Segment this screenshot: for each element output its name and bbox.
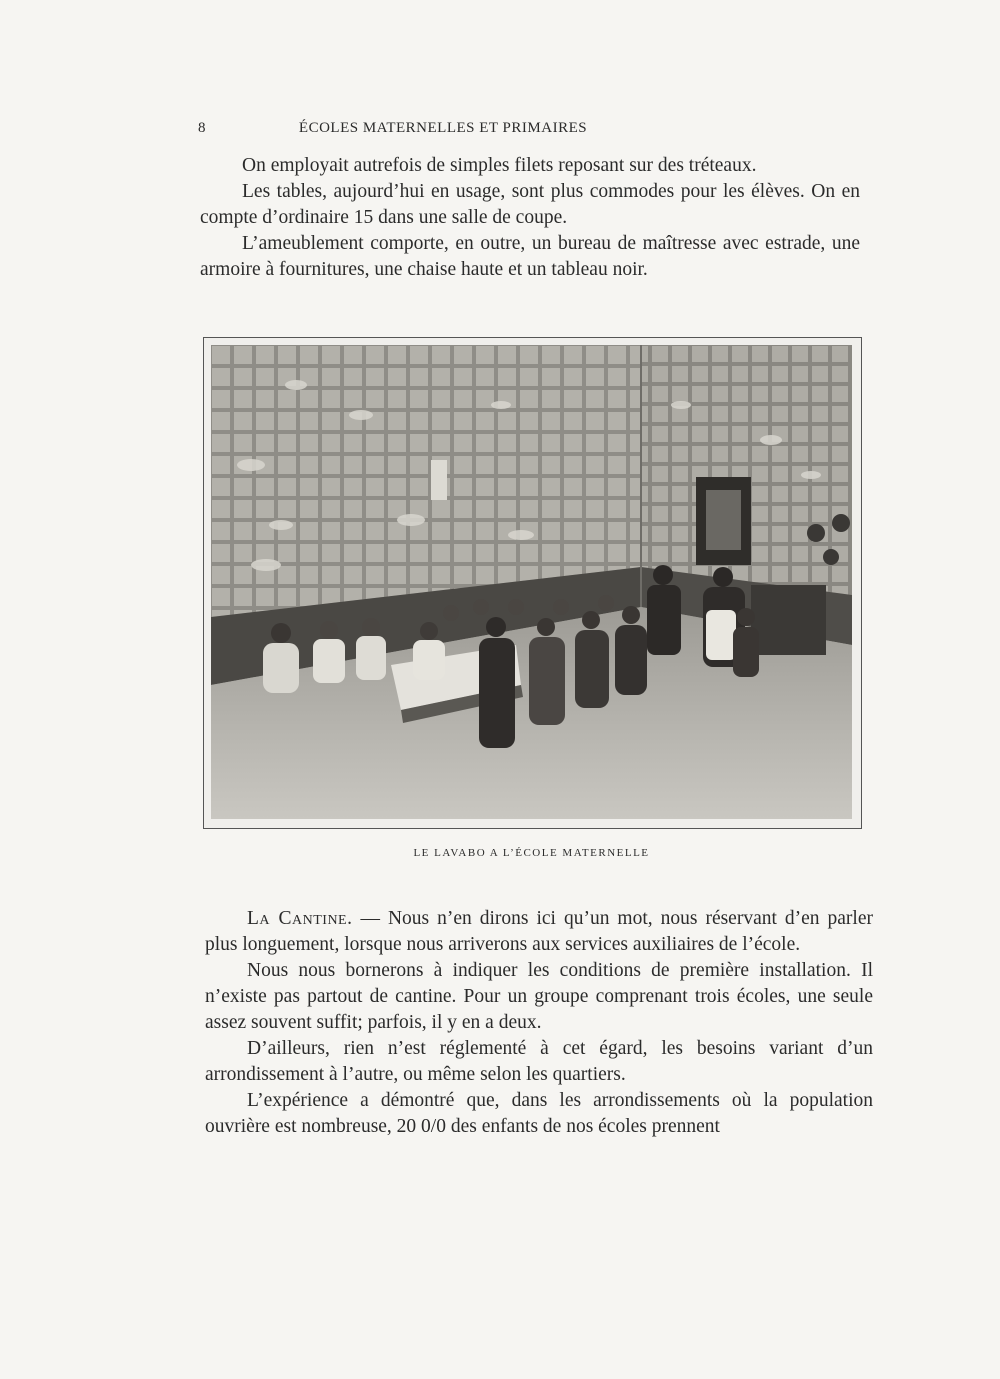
- paragraph: L’ameublement comporte, en outre, un bureau de maîtresse avec estrade, une armoire à fournitures, une chaise haute et un tableau noir.: [200, 233, 860, 280]
- page-number: 8: [198, 120, 206, 136]
- lower-text-block: [205, 906, 873, 1140]
- section-heading: La Cantine.: [247, 908, 353, 929]
- photograph-classroom-children: [211, 345, 852, 819]
- figure-frame: [203, 337, 862, 829]
- paragraph: [205, 906, 873, 958]
- upper-text-block: [200, 153, 860, 283]
- paragraph: L’expérience a démontré que, dans les arrondissements où la population ouvrière est nombreuse, 20 0/0 des enfants de nos écoles prennent: [205, 1090, 873, 1137]
- paragraph: On employait autrefois de simples filets reposant sur des tréteaux.: [242, 155, 757, 176]
- running-title: ÉCOLES MATERNELLES ET PRIMAIRES: [298, 120, 588, 136]
- paragraph-body: — Nous n’en dirons ici qu’un mot, nous réservant d’en parler plus longuement, lorsque nous arriverons aux services auxiliaires de l’école.: [205, 908, 873, 955]
- paragraph: Les tables, aujourd’hui en usage, sont plus commodes pour les élèves. On en compte d’ordinaire 15 dans une salle de coupe.: [200, 181, 860, 228]
- paragraph: Nous nous bornerons à indiquer les conditions de première installation. Il n’existe pas partout de cantine. Pour un groupe comprenant trois écoles, une seule assez souvent suffit; parfois, il y en a deux.: [205, 960, 873, 1033]
- figure-caption: LE LAVABO A L’ÉCOLE MATERNELLE: [413, 847, 650, 859]
- paragraph: D’ailleurs, rien n’est réglementé à cet égard, les besoins variant d’un arrondissement à l’autre, ou même selon les quartiers.: [205, 1038, 873, 1085]
